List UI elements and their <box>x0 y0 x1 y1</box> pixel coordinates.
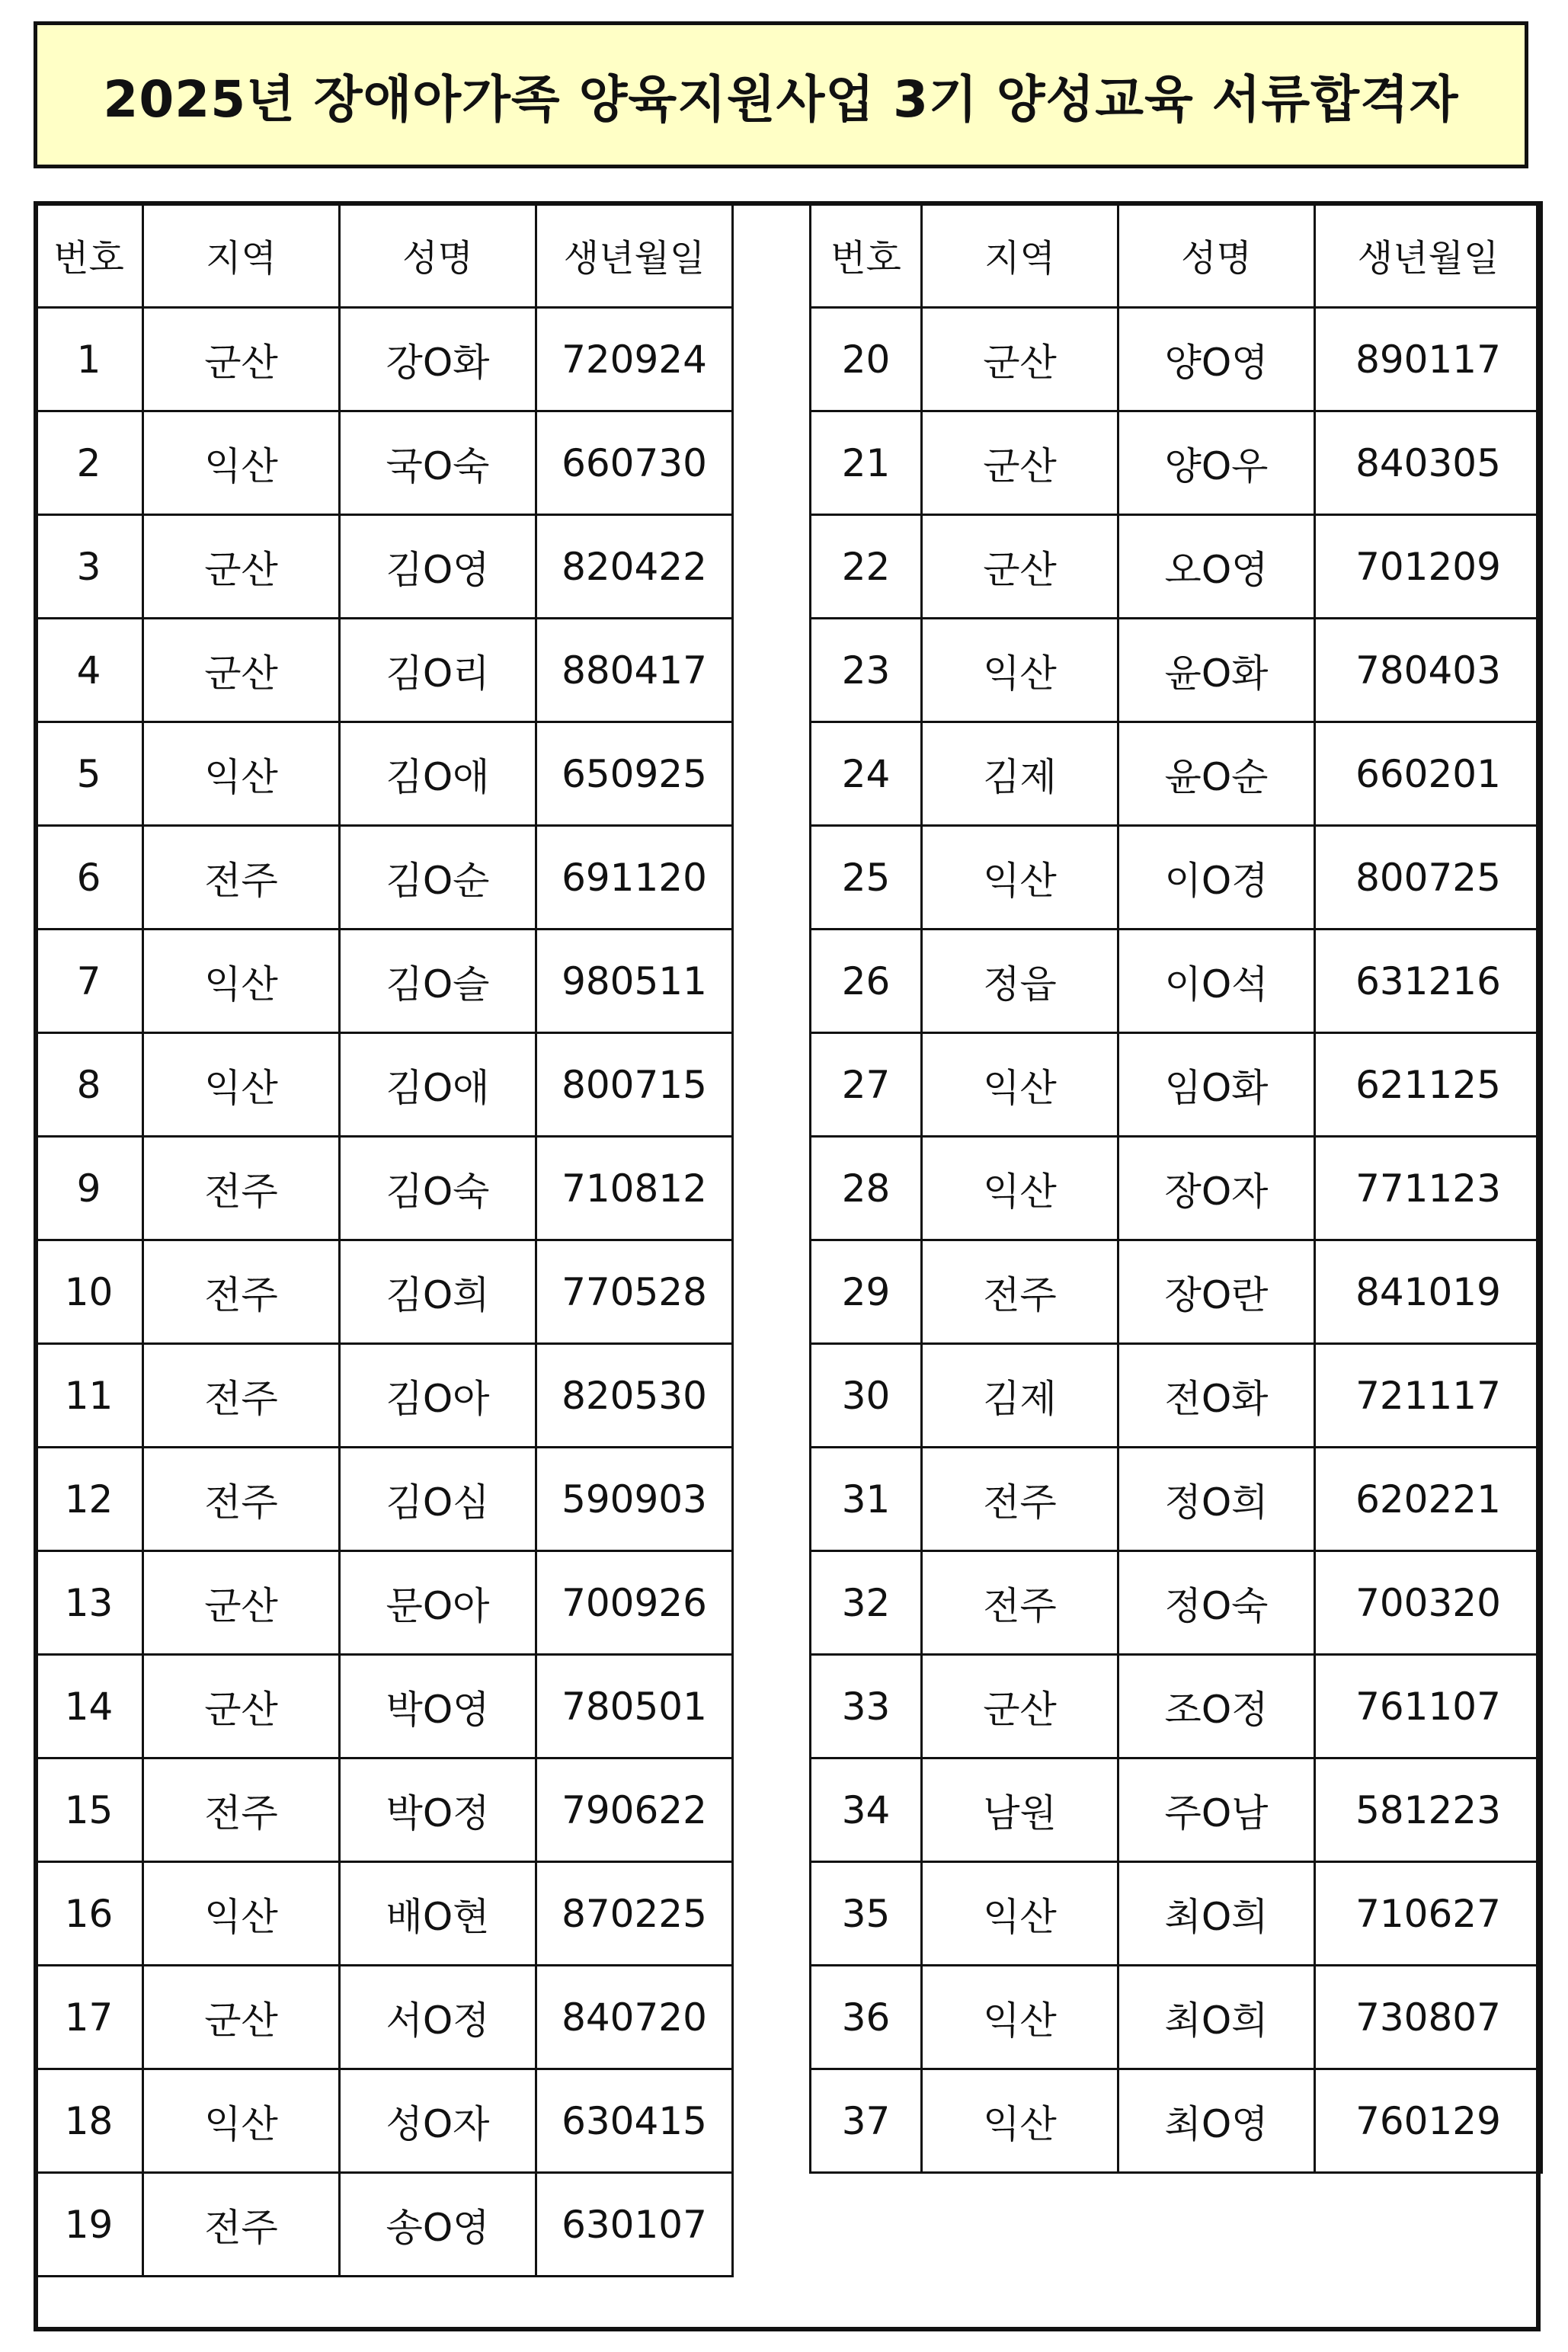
cell-number: 2 <box>35 411 143 515</box>
cell-region: 김제 <box>922 1344 1118 1448</box>
header-number: 번호 <box>35 203 143 308</box>
cell-birthdate: 631216 <box>1315 930 1542 1033</box>
table-row <box>35 411 733 515</box>
cell-region: 전주 <box>143 826 340 930</box>
cell-name: 장O란 <box>1118 1240 1315 1344</box>
cell-number: 32 <box>811 1551 922 1655</box>
cell-number: 13 <box>35 1551 143 1655</box>
cell-birthdate: 760129 <box>1315 2069 1542 2173</box>
cell-region: 전주 <box>143 1137 340 1240</box>
cell-name: 김O아 <box>340 1344 536 1448</box>
cell-birthdate: 820530 <box>536 1344 733 1448</box>
cell-birthdate: 701209 <box>1315 515 1542 619</box>
table-row <box>811 308 1542 411</box>
cell-number: 30 <box>811 1344 922 1448</box>
cell-number: 20 <box>811 308 922 411</box>
cell-name: 박O영 <box>340 1655 536 1758</box>
table-row <box>35 1137 733 1240</box>
cell-number: 14 <box>35 1655 143 1758</box>
cell-region: 전주 <box>143 1344 340 1448</box>
cell-birthdate: 800725 <box>1315 826 1542 930</box>
cell-name: 김O영 <box>340 515 536 619</box>
cell-birthdate: 771123 <box>1315 1137 1542 1240</box>
cell-region: 익산 <box>922 1033 1118 1137</box>
cell-birthdate: 630107 <box>536 2173 733 2277</box>
header-number: 번호 <box>811 203 922 308</box>
cell-number: 9 <box>35 1137 143 1240</box>
cell-name: 김O심 <box>340 1448 536 1551</box>
cell-number: 4 <box>35 619 143 722</box>
cell-number: 1 <box>35 308 143 411</box>
cell-birthdate: 890117 <box>1315 308 1542 411</box>
table-row <box>811 515 1542 619</box>
cell-birthdate: 780403 <box>1315 619 1542 722</box>
cell-number: 29 <box>811 1240 922 1344</box>
cell-number: 25 <box>811 826 922 930</box>
cell-region: 전주 <box>143 1448 340 1551</box>
cell-number: 24 <box>811 722 922 826</box>
cell-birthdate: 770528 <box>536 1240 733 1344</box>
cell-name: 전O화 <box>1118 1344 1315 1448</box>
cell-region: 군산 <box>922 411 1118 515</box>
table-row <box>811 1344 1542 1448</box>
cell-birthdate: 730807 <box>1315 1966 1542 2069</box>
title-banner <box>34 21 1528 168</box>
cell-region: 전주 <box>143 1758 340 1862</box>
table-row <box>811 2069 1542 2173</box>
cell-name: 김O순 <box>340 826 536 930</box>
cell-name: 임O화 <box>1118 1033 1315 1137</box>
cell-name: 최O영 <box>1118 2069 1315 2173</box>
cell-region: 익산 <box>922 1966 1118 2069</box>
cell-region: 익산 <box>143 930 340 1033</box>
table-row <box>811 1033 1542 1137</box>
table-row <box>811 1655 1542 1758</box>
cell-birthdate: 840305 <box>1315 411 1542 515</box>
cell-name: 윤O순 <box>1118 722 1315 826</box>
cell-region: 전주 <box>922 1240 1118 1344</box>
header-row <box>811 203 1542 308</box>
header-region: 지역 <box>143 203 340 308</box>
cell-name: 김O리 <box>340 619 536 722</box>
cell-number: 34 <box>811 1758 922 1862</box>
cell-region: 전주 <box>143 1240 340 1344</box>
cell-region: 군산 <box>922 1655 1118 1758</box>
table-row <box>811 1758 1542 1862</box>
cell-birthdate: 650925 <box>536 722 733 826</box>
cell-name: 이O경 <box>1118 826 1315 930</box>
cell-number: 22 <box>811 515 922 619</box>
cell-name: 박O정 <box>340 1758 536 1862</box>
cell-birthdate: 870225 <box>536 1862 733 1966</box>
cell-birthdate: 581223 <box>1315 1758 1542 1862</box>
table-row <box>35 826 733 930</box>
table-row <box>35 1033 733 1137</box>
cell-name: 송O영 <box>340 2173 536 2277</box>
cell-birthdate: 800715 <box>536 1033 733 1137</box>
cell-name: 장O자 <box>1118 1137 1315 1240</box>
table-row <box>811 1551 1542 1655</box>
cell-number: 31 <box>811 1448 922 1551</box>
table-row <box>811 619 1542 722</box>
cell-birthdate: 710812 <box>536 1137 733 1240</box>
table-row <box>35 1448 733 1551</box>
cell-name: 김O애 <box>340 722 536 826</box>
cell-name: 김O슬 <box>340 930 536 1033</box>
cell-birthdate: 660201 <box>1315 722 1542 826</box>
cell-name: 윤O화 <box>1118 619 1315 722</box>
roster-table-right <box>809 201 1543 2174</box>
cell-number: 27 <box>811 1033 922 1137</box>
header-row <box>35 203 733 308</box>
cell-number: 19 <box>35 2173 143 2277</box>
cell-number: 33 <box>811 1655 922 1758</box>
table-row <box>35 619 733 722</box>
cell-number: 26 <box>811 930 922 1033</box>
cell-name: 문O아 <box>340 1551 536 1655</box>
cell-name: 성O자 <box>340 2069 536 2173</box>
table-row <box>811 1137 1542 1240</box>
table-row <box>35 308 733 411</box>
cell-region: 군산 <box>922 308 1118 411</box>
cell-birthdate: 820422 <box>536 515 733 619</box>
cell-birthdate: 691120 <box>536 826 733 930</box>
cell-birthdate: 780501 <box>536 1655 733 1758</box>
table-row <box>35 1655 733 1758</box>
cell-name: 정O희 <box>1118 1448 1315 1551</box>
table-row <box>35 722 733 826</box>
cell-number: 5 <box>35 722 143 826</box>
cell-name: 김O희 <box>340 1240 536 1344</box>
table-row <box>35 515 733 619</box>
cell-name: 주O남 <box>1118 1758 1315 1862</box>
cell-birthdate: 710627 <box>1315 1862 1542 1966</box>
cell-name: 조O정 <box>1118 1655 1315 1758</box>
cell-region: 익산 <box>922 826 1118 930</box>
cell-name: 김O애 <box>340 1033 536 1137</box>
cell-name: 최O희 <box>1118 1862 1315 1966</box>
cell-birthdate: 840720 <box>536 1966 733 2069</box>
cell-name: 서O정 <box>340 1966 536 2069</box>
cell-region: 익산 <box>143 1862 340 1966</box>
cell-birthdate: 700926 <box>536 1551 733 1655</box>
table-row <box>811 722 1542 826</box>
cell-birthdate: 841019 <box>1315 1240 1542 1344</box>
cell-number: 21 <box>811 411 922 515</box>
cell-name: 국O숙 <box>340 411 536 515</box>
cell-region: 익산 <box>922 2069 1118 2173</box>
table-row <box>35 1862 733 1966</box>
cell-name: 강O화 <box>340 308 536 411</box>
cell-region: 김제 <box>922 722 1118 826</box>
table-row <box>35 1344 733 1448</box>
cell-number: 3 <box>35 515 143 619</box>
cell-number: 7 <box>35 930 143 1033</box>
cell-region: 군산 <box>143 1966 340 2069</box>
cell-region: 군산 <box>143 1655 340 1758</box>
table-row <box>811 826 1542 930</box>
cell-region: 익산 <box>922 619 1118 722</box>
cell-name: 양O영 <box>1118 308 1315 411</box>
cell-name: 양O우 <box>1118 411 1315 515</box>
cell-region: 익산 <box>143 722 340 826</box>
table-row <box>35 2069 733 2173</box>
cell-number: 10 <box>35 1240 143 1344</box>
cell-number: 17 <box>35 1966 143 2069</box>
header-region: 지역 <box>922 203 1118 308</box>
table-row <box>811 1448 1542 1551</box>
cell-birthdate: 620221 <box>1315 1448 1542 1551</box>
cell-birthdate: 621125 <box>1315 1033 1542 1137</box>
cell-number: 6 <box>35 826 143 930</box>
table-row <box>35 1758 733 1862</box>
cell-region: 군산 <box>143 619 340 722</box>
cell-birthdate: 630415 <box>536 2069 733 2173</box>
roster-table-left <box>34 201 734 2277</box>
cell-name: 배O현 <box>340 1862 536 1966</box>
page-title: 2025년 장애아가족 양육지원사업 3기 양성교육 서류합격자 <box>103 70 1459 129</box>
cell-number: 36 <box>811 1966 922 2069</box>
cell-region: 군산 <box>143 308 340 411</box>
table-row <box>35 2173 733 2277</box>
cell-name: 이O석 <box>1118 930 1315 1033</box>
cell-number: 12 <box>35 1448 143 1551</box>
cell-name: 정O숙 <box>1118 1551 1315 1655</box>
cell-region: 익산 <box>143 411 340 515</box>
cell-region: 남원 <box>922 1758 1118 1862</box>
table-row <box>35 1966 733 2069</box>
cell-region: 익산 <box>143 1033 340 1137</box>
cell-number: 16 <box>35 1862 143 1966</box>
cell-birthdate: 880417 <box>536 619 733 722</box>
cell-number: 8 <box>35 1033 143 1137</box>
table-row <box>811 1240 1542 1344</box>
cell-birthdate: 590903 <box>536 1448 733 1551</box>
cell-region: 전주 <box>922 1551 1118 1655</box>
cell-birthdate: 720924 <box>536 308 733 411</box>
cell-name: 최O희 <box>1118 1966 1315 2069</box>
cell-number: 15 <box>35 1758 143 1862</box>
header-name: 성명 <box>1118 203 1315 308</box>
cell-name: 김O숙 <box>340 1137 536 1240</box>
cell-region: 전주 <box>143 2173 340 2277</box>
header-birthdate: 생년월일 <box>536 203 733 308</box>
cell-region: 익산 <box>922 1862 1118 1966</box>
table-row <box>35 930 733 1033</box>
cell-number: 18 <box>35 2069 143 2173</box>
cell-birthdate: 660730 <box>536 411 733 515</box>
cell-region: 익산 <box>922 1137 1118 1240</box>
cell-number: 11 <box>35 1344 143 1448</box>
table-row <box>811 1966 1542 2069</box>
cell-region: 익산 <box>143 2069 340 2173</box>
header-birthdate: 생년월일 <box>1315 203 1542 308</box>
header-name: 성명 <box>340 203 536 308</box>
cell-birthdate: 790622 <box>536 1758 733 1862</box>
cell-region: 군산 <box>922 515 1118 619</box>
table-row <box>811 411 1542 515</box>
table-row <box>35 1551 733 1655</box>
cell-region: 전주 <box>922 1448 1118 1551</box>
cell-region: 군산 <box>143 1551 340 1655</box>
cell-number: 37 <box>811 2069 922 2173</box>
table-row <box>811 930 1542 1033</box>
cell-number: 28 <box>811 1137 922 1240</box>
cell-region: 군산 <box>143 515 340 619</box>
cell-birthdate: 761107 <box>1315 1655 1542 1758</box>
cell-region: 정읍 <box>922 930 1118 1033</box>
table-row <box>35 1240 733 1344</box>
cell-birthdate: 721117 <box>1315 1344 1542 1448</box>
cell-number: 35 <box>811 1862 922 1966</box>
cell-birthdate: 980511 <box>536 930 733 1033</box>
cell-number: 23 <box>811 619 922 722</box>
cell-birthdate: 700320 <box>1315 1551 1542 1655</box>
table-row <box>811 1862 1542 1966</box>
cell-name: 오O영 <box>1118 515 1315 619</box>
